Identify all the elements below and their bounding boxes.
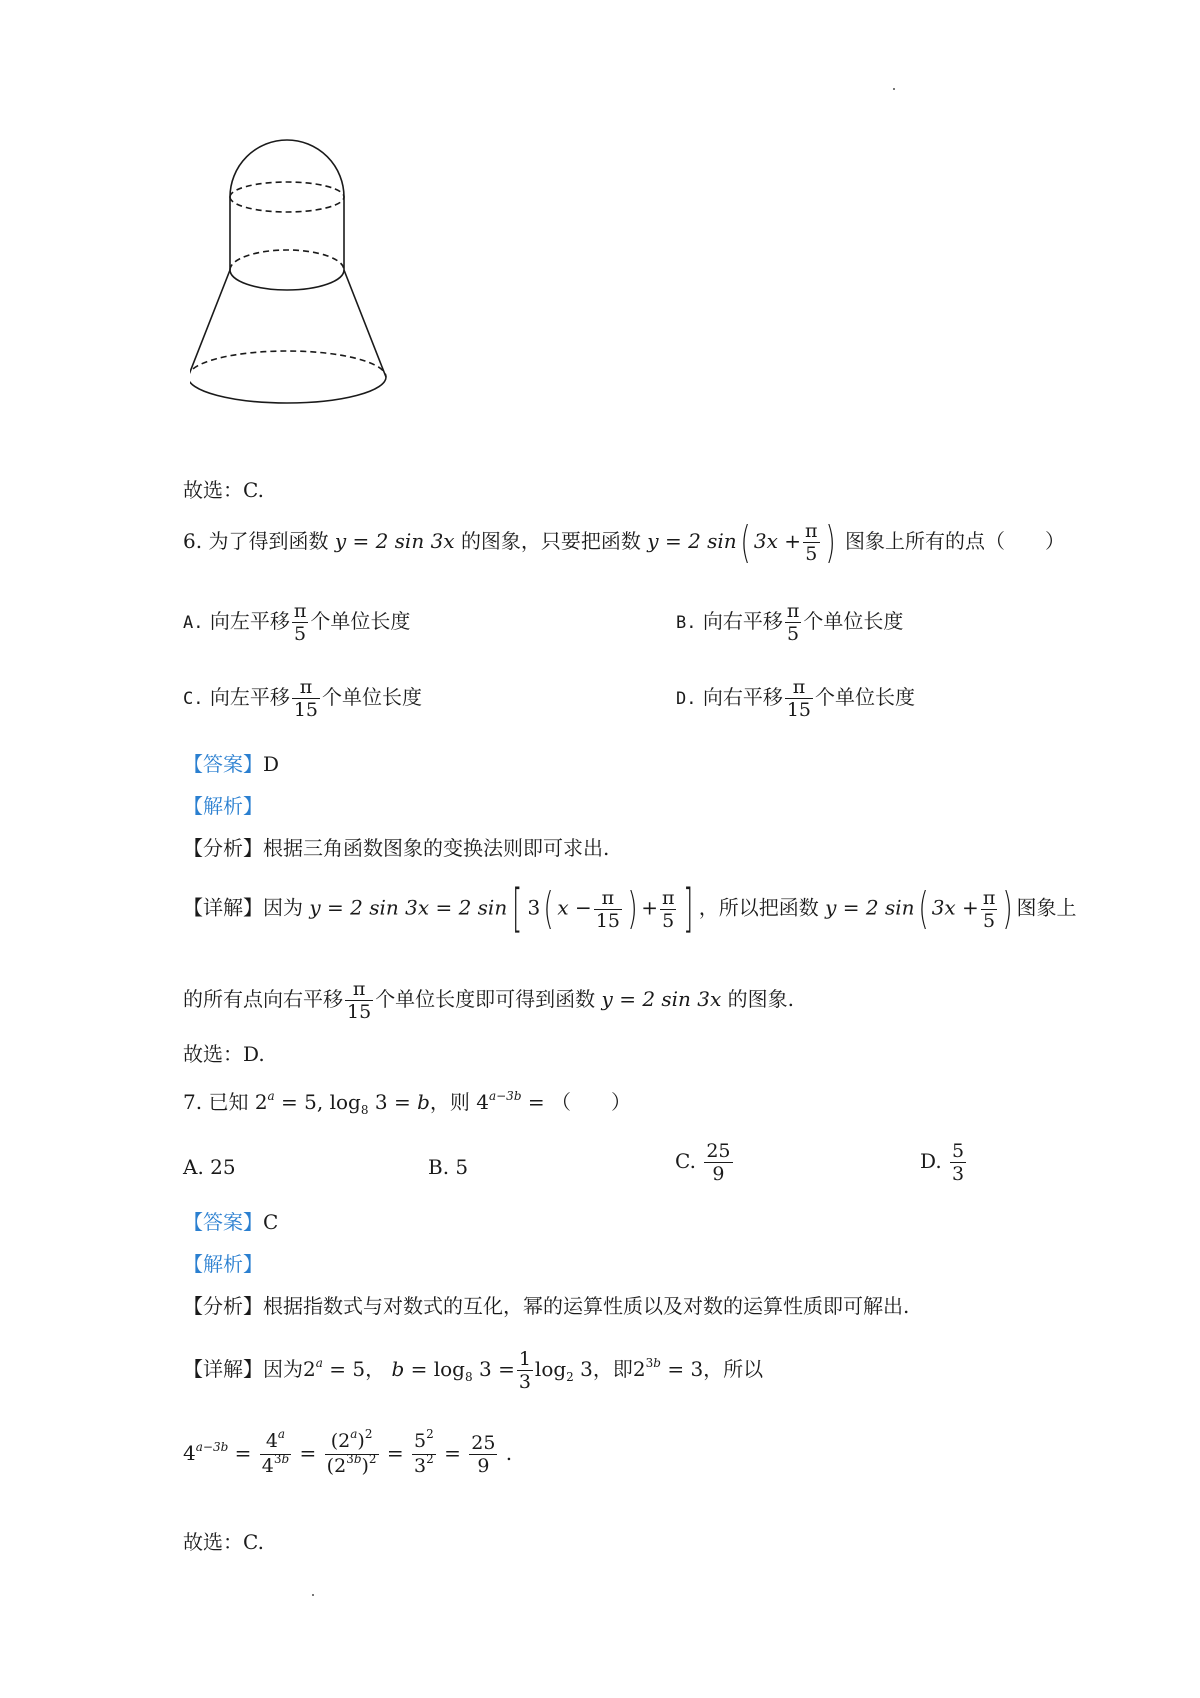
q6-analysis-tag: 【解析】 bbox=[183, 794, 263, 818]
xj-text: 因为 bbox=[263, 1357, 303, 1381]
bottom-ellipse-front bbox=[190, 377, 386, 403]
option-fraction bbox=[950, 1140, 966, 1185]
q6-stem-c: 图象上所有的点（ ） bbox=[845, 529, 1066, 553]
fraction-5sq-3sq bbox=[412, 1427, 436, 1479]
xj-expr-4: $2^{3b} = 3$ bbox=[632, 1356, 704, 1381]
numerator: 25 bbox=[471, 1432, 496, 1454]
numerator: 25 bbox=[706, 1140, 731, 1162]
option-prefix: 向左平移 bbox=[209, 685, 290, 709]
option-suffix: 个单位长度 bbox=[310, 609, 411, 633]
close-paren: ) bbox=[824, 516, 836, 568]
q6-stem-a: 为了得到函数 bbox=[208, 529, 329, 553]
q6-fenxi bbox=[183, 836, 609, 860]
q6-answer bbox=[183, 752, 279, 776]
q7-option-c[interactable] bbox=[675, 1140, 735, 1185]
q7-option-d[interactable] bbox=[920, 1140, 968, 1185]
q6-func2-inner: 3x + bbox=[753, 529, 801, 553]
q7-xiangjie-line2: $4^{a-3b}$ = $\frac{4^a}{4^{3b}}$ = $\frac{(2^a)^2}{(2^{3b})^2}$ = $\frac{5^2}{3^2}$ = $\frac{25}{9}$ . bbox=[183, 1427, 513, 1477]
xj-plus: + bbox=[641, 895, 658, 920]
fraction-4a-43b bbox=[260, 1427, 291, 1479]
numerator: π bbox=[661, 886, 675, 909]
numerator: π bbox=[785, 676, 813, 699]
q7-stem-b: ，则 bbox=[429, 1090, 470, 1114]
q7-option-a[interactable]: A. 25 bbox=[183, 1155, 236, 1179]
denominator: 15 bbox=[786, 699, 812, 721]
q7-conclusion: 故选：C. bbox=[183, 1530, 264, 1554]
denominator: 5 bbox=[294, 623, 307, 645]
option-label: C. bbox=[675, 1149, 696, 1173]
numerator: π bbox=[345, 978, 373, 1001]
close-bracket: ] bbox=[683, 879, 694, 939]
xj-text: 个单位长度即可得到函数 bbox=[375, 987, 596, 1011]
hemisphere-outline bbox=[230, 140, 344, 197]
open-bracket: [ bbox=[512, 879, 523, 939]
numerator: π bbox=[293, 600, 307, 622]
middle-ellipse-back bbox=[230, 250, 344, 270]
fenxi-tag: 【分析】 bbox=[183, 1294, 263, 1318]
q6-option-c[interactable] bbox=[183, 676, 422, 721]
option-label: A. bbox=[183, 613, 204, 633]
hemisphere-base-front bbox=[230, 197, 344, 212]
denominator: 3 bbox=[518, 1371, 531, 1393]
denominator: $3^2$ bbox=[414, 1452, 434, 1477]
middle-ellipse-front bbox=[230, 270, 344, 290]
hemisphere-base-back bbox=[230, 182, 344, 197]
option-label: D. bbox=[920, 1149, 942, 1173]
q7-option-b[interactable]: B. 5 bbox=[428, 1155, 469, 1179]
fraction-1-3 bbox=[517, 1348, 533, 1393]
fraction-pi-5 bbox=[803, 520, 820, 565]
option-prefix: 向右平移 bbox=[702, 609, 783, 633]
fraction-2a-sq bbox=[325, 1427, 379, 1479]
option-suffix: 个单位长度 bbox=[803, 609, 904, 633]
answer-tag: 【答案】 bbox=[183, 1210, 263, 1234]
fraction-pi-5 bbox=[660, 887, 677, 932]
denominator: 9 bbox=[712, 1163, 725, 1185]
xj-text: ，即 bbox=[592, 1357, 633, 1381]
denominator: 5 bbox=[787, 623, 800, 645]
xj-x-minus: x − bbox=[557, 895, 592, 920]
numerator: 5 bbox=[952, 1140, 965, 1162]
numerator: π bbox=[292, 676, 320, 699]
option-label: C. bbox=[183, 689, 204, 709]
xj-three: 3 bbox=[527, 895, 541, 920]
q7-stem bbox=[183, 1090, 631, 1117]
q7-stem-c: （ ） bbox=[550, 1090, 631, 1114]
xj-func2-inner: 3x + bbox=[931, 895, 979, 920]
fraction-pi-5 bbox=[981, 887, 998, 932]
q7-xiangjie-line1 bbox=[183, 1348, 763, 1393]
xj-text: 的所有点向右平移 bbox=[183, 987, 343, 1011]
option-fraction bbox=[292, 600, 309, 645]
q6-func2-lhs: y = 2 sin bbox=[647, 529, 737, 553]
option-label: B. bbox=[676, 613, 697, 633]
answer-value: C bbox=[263, 1210, 279, 1234]
numerator: π bbox=[594, 887, 622, 910]
numerator: π bbox=[786, 600, 800, 622]
denominator: 3 bbox=[952, 1163, 965, 1185]
q6-number: 6. bbox=[183, 529, 203, 553]
xj-text: ，所以 bbox=[703, 1357, 764, 1381]
q6-option-b[interactable] bbox=[676, 600, 903, 645]
option-prefix: 向右平移 bbox=[702, 685, 783, 709]
fraction-pi-15 bbox=[345, 978, 373, 1023]
fenxi-text: 根据指数式与对数式的互化，幂的运算性质以及对数的运算性质即可解出. bbox=[263, 1294, 910, 1318]
q7-fenxi bbox=[183, 1294, 909, 1318]
q7-answer bbox=[183, 1210, 278, 1234]
fraction-25-9 bbox=[469, 1432, 497, 1477]
close-paren: ) bbox=[1002, 883, 1014, 934]
xiangjie-tag: 【详解】 bbox=[183, 895, 263, 920]
q7-target-expr: $4^{a-3b}$ = bbox=[476, 1089, 545, 1114]
open-paren: ( bbox=[917, 883, 929, 934]
denominator: $(2^{3b})^2$ bbox=[326, 1452, 377, 1477]
answer-value: D bbox=[263, 752, 280, 776]
xj-expr-3: $\log_2 3$ bbox=[534, 1357, 593, 1384]
xj-expr-1: $2^a = 5$ bbox=[303, 1356, 366, 1381]
xj-func2-lhs: y = 2 sin bbox=[825, 895, 915, 920]
xj-text: 图象上 bbox=[1016, 895, 1077, 920]
denominator: 15 bbox=[293, 699, 319, 721]
geometry-figure bbox=[190, 130, 430, 450]
denominator: $4^{3b}$ bbox=[261, 1452, 290, 1477]
q6-stem-b: 的图象，只要把函数 bbox=[460, 529, 641, 553]
xj-expr-2: $b = \log_8 3$ = bbox=[391, 1357, 515, 1384]
option-fraction bbox=[292, 676, 320, 721]
xj-text: ， bbox=[365, 1357, 386, 1381]
xj-text: 因为 bbox=[263, 895, 303, 920]
denominator: 9 bbox=[477, 1455, 490, 1477]
denominator: 5 bbox=[662, 909, 675, 932]
xj-text: ，所以把函数 bbox=[698, 895, 819, 920]
numerator: 1 bbox=[518, 1348, 531, 1370]
numerator: π bbox=[982, 886, 996, 909]
q6-option-a[interactable] bbox=[183, 600, 410, 645]
denominator: 5 bbox=[805, 543, 818, 565]
open-paren: ( bbox=[740, 516, 751, 568]
close-paren: ) bbox=[627, 883, 638, 934]
xj-lhs: $4^{a-3b}$ = bbox=[183, 1440, 252, 1465]
bottom-ellipse-back bbox=[190, 351, 386, 377]
xj-equation: y = 2 sin 3x = 2 sin bbox=[309, 895, 508, 920]
option-fraction bbox=[785, 676, 813, 721]
numerator: 4$^a$ bbox=[260, 1430, 291, 1455]
xiangjie-tag: 【详解】 bbox=[183, 1357, 263, 1381]
q6-xiangjie-line1 bbox=[183, 879, 1077, 939]
option-fraction bbox=[704, 1140, 732, 1185]
q7-analysis-tag: 【解析】 bbox=[183, 1252, 263, 1276]
q7-number: 7. bbox=[183, 1090, 203, 1114]
q6-option-d[interactable] bbox=[676, 676, 915, 721]
frustum-left bbox=[190, 270, 230, 377]
option-suffix: 个单位长度 bbox=[815, 685, 916, 709]
option-label: D. bbox=[676, 689, 697, 709]
answer-tag: 【答案】 bbox=[183, 752, 263, 776]
q6-xiangjie-line2 bbox=[183, 978, 794, 1023]
denominator: 15 bbox=[347, 1001, 372, 1023]
q6-conclusion: 故选：D. bbox=[183, 1042, 265, 1066]
open-paren: ( bbox=[543, 883, 554, 934]
xj-func1: y = 2 sin 3x bbox=[601, 987, 722, 1011]
numerator: π bbox=[805, 520, 818, 542]
fraction-pi-15 bbox=[594, 887, 622, 932]
xj-text: 的图象. bbox=[727, 987, 795, 1011]
q6-func1: y = 2 sin 3x bbox=[334, 529, 455, 553]
fenxi-text: 根据三角函数图象的变换法则即可求出. bbox=[263, 836, 610, 860]
numerator: $5^2$ bbox=[412, 1430, 436, 1455]
q7-expr: $2^a = 5$, $\log_8 3 = b$ bbox=[254, 1089, 430, 1117]
q7-stem-a: 已知 bbox=[208, 1090, 249, 1114]
denominator: 5 bbox=[983, 909, 996, 932]
numerator: $(2^a)^2$ bbox=[325, 1430, 379, 1455]
fenxi-tag: 【分析】 bbox=[183, 836, 263, 860]
q5-conclusion: 故选：C. bbox=[183, 478, 264, 502]
option-prefix: 向左平移 bbox=[209, 609, 290, 633]
q6-stem bbox=[183, 516, 1066, 568]
option-fraction bbox=[785, 600, 802, 645]
denominator: 15 bbox=[595, 909, 621, 932]
option-suffix: 个单位长度 bbox=[322, 685, 423, 709]
